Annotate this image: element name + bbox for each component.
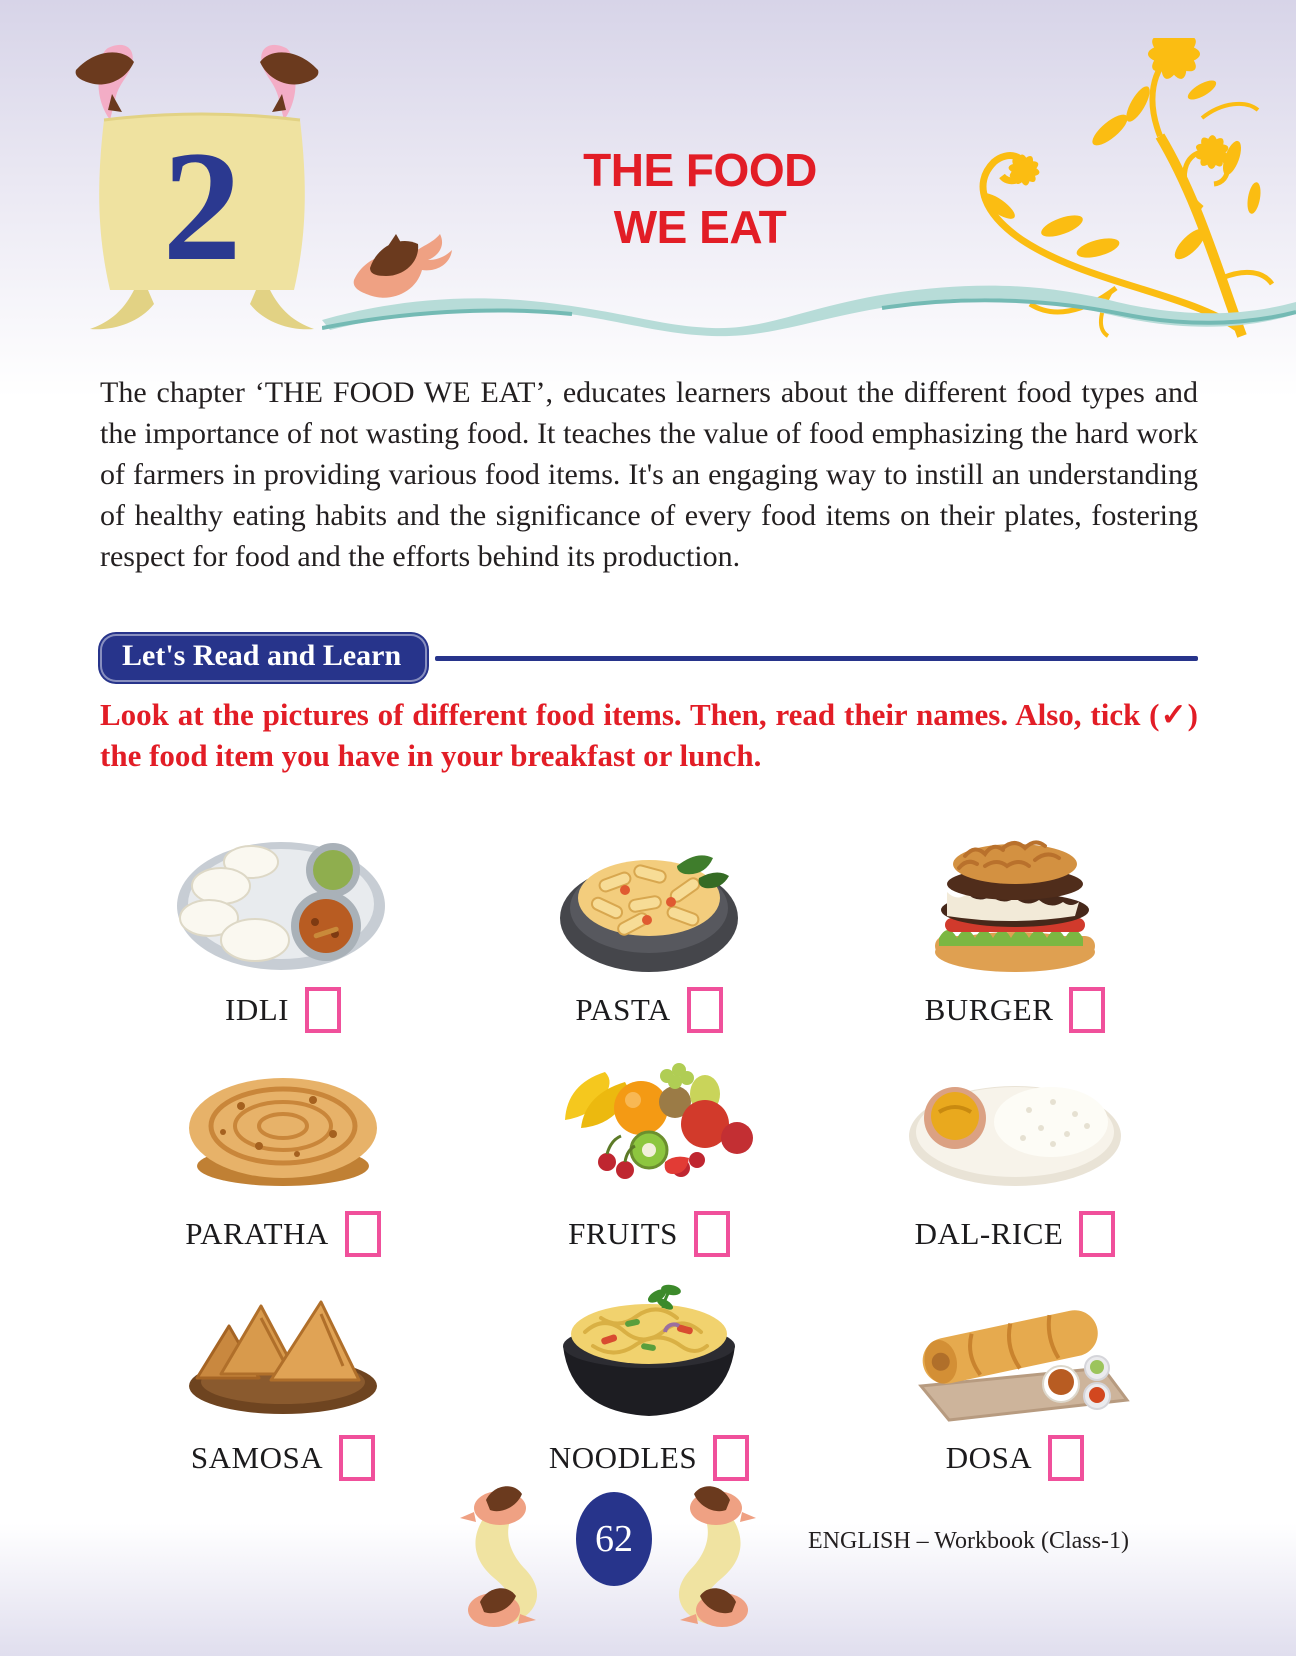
- chapter-number: 2: [162, 119, 242, 294]
- food-label-row: [915, 1208, 1116, 1260]
- book-label: ENGLISH – Workbook (Class-1): [808, 1528, 1129, 1554]
- checkbox-samosa[interactable]: [339, 1435, 375, 1481]
- page-title: [430, 142, 970, 255]
- food-cell-samosa: [100, 1274, 466, 1484]
- checkbox-pasta[interactable]: [687, 987, 723, 1033]
- noodles-bowl-photo: [529, 1274, 769, 1426]
- food-cell-pasta: [466, 826, 832, 1036]
- food-cell-fruits: [466, 1050, 832, 1260]
- chapter-banner: [72, 36, 332, 346]
- section-badge: Let's Read and Learn: [100, 634, 427, 682]
- food-cell-idli: [100, 826, 466, 1036]
- footer-bird-ribbon-left-icon: [442, 1482, 564, 1634]
- food-label-row: [568, 1208, 730, 1260]
- section-rule: [435, 656, 1198, 661]
- food-label-row: [225, 984, 341, 1036]
- food-label-samosa: SAMOSA: [190, 1440, 324, 1475]
- page-number-badge: [576, 1492, 652, 1586]
- food-label-paratha: PARATHA: [185, 1216, 329, 1251]
- food-grid: [100, 826, 1198, 1484]
- checkbox-burger[interactable]: [1069, 987, 1105, 1033]
- dosa-photo: [895, 1274, 1135, 1426]
- burger-photo: [895, 826, 1135, 978]
- food-cell-noodles: [466, 1274, 832, 1484]
- exercise-instruction: Look at the pictures of different food items. Then, read their names. Also, tick (✓) the food item you have in your breakfast or lunch.: [100, 697, 1198, 773]
- food-label-row: [946, 1432, 1084, 1484]
- checkbox-noodles[interactable]: [713, 1435, 749, 1481]
- checkbox-dal-rice[interactable]: [1079, 1211, 1115, 1257]
- food-label-burger: BURGER: [924, 992, 1054, 1027]
- dal-rice-photo: [895, 1050, 1135, 1202]
- checkbox-paratha[interactable]: [345, 1211, 381, 1257]
- food-label-noodles: NOODLES: [548, 1440, 698, 1475]
- food-label-dosa: DOSA: [945, 1440, 1033, 1475]
- intro-paragraph: The chapter ‘THE FOOD WE EAT’, educates learners about the different food types and the importance of not wasting food. It teaches the value of food emphasizing the hard work of farmers in providing various food items. It's an engaging way to instill an understanding of healthy eating habits and the significance of every food items on their plates, fostering respect for food and the efforts behind its production.: [100, 376, 1198, 573]
- wave-divider-icon: [322, 268, 1296, 348]
- food-label-row: [191, 1432, 375, 1484]
- idli-plate-photo: [163, 826, 403, 978]
- hanging-bird-right-icon: [260, 45, 318, 120]
- food-label-idli: IDLI: [225, 992, 289, 1027]
- food-label-row: [185, 1208, 381, 1260]
- food-label-fruits: FRUITS: [568, 1216, 678, 1251]
- page-title-line1: THE FOOD: [583, 144, 817, 196]
- page-title-line2: WE EAT: [613, 200, 787, 253]
- footer-bird-ribbon-right-icon: [652, 1482, 774, 1634]
- samosa-photo: [163, 1274, 403, 1426]
- hanging-bird-left-icon: [76, 45, 134, 120]
- fruits-photo: [529, 1050, 769, 1202]
- food-label-pasta: PASTA: [575, 992, 671, 1027]
- food-cell-dal-rice: [832, 1050, 1198, 1260]
- food-label-dal-rice: DAL-RICE: [914, 1216, 1064, 1251]
- paratha-photo: [163, 1050, 403, 1202]
- checkbox-idli[interactable]: [305, 987, 341, 1033]
- food-cell-dosa: [832, 1274, 1198, 1484]
- checkbox-fruits[interactable]: [694, 1211, 730, 1257]
- food-cell-burger: [832, 826, 1198, 1036]
- checkbox-dosa[interactable]: [1048, 1435, 1084, 1481]
- food-cell-paratha: [100, 1050, 466, 1260]
- section-header: [100, 634, 1198, 682]
- food-label-row: [549, 1432, 749, 1484]
- page-number: 62: [595, 1518, 633, 1560]
- food-label-row: [925, 984, 1106, 1036]
- pasta-bowl-photo: [529, 826, 769, 978]
- food-label-row: [575, 984, 722, 1036]
